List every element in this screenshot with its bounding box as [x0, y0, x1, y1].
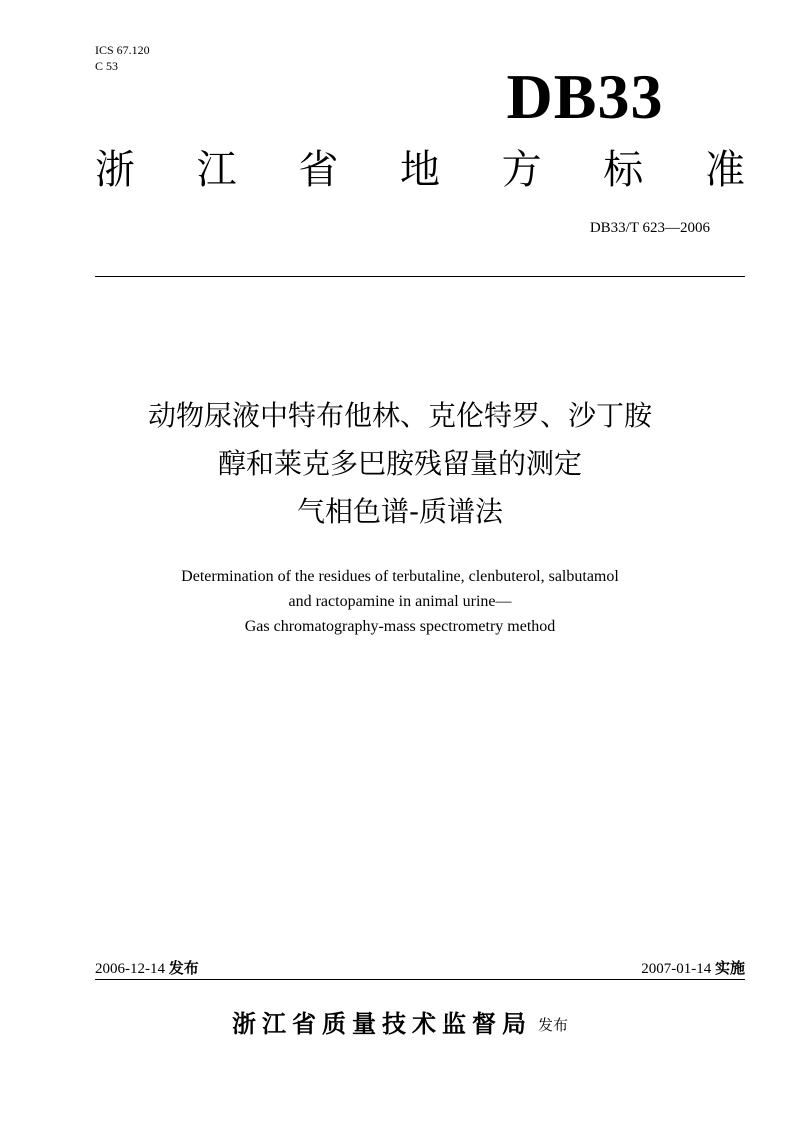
chinese-title-line: 气相色谱-质谱法 — [296, 495, 504, 528]
issue-date — [95, 958, 199, 979]
publisher — [0, 1006, 800, 1043]
chinese-title — [0, 392, 800, 536]
standard-type-char: 江 — [196, 147, 237, 193]
standard-type-char: 省 — [298, 147, 339, 193]
standard-logo: DB33 — [506, 61, 664, 132]
issue-date-label: 发布 — [168, 959, 199, 977]
implementation-date — [520, 958, 745, 979]
standard-type-char: 地 — [399, 147, 440, 193]
standard-type-char: 标 — [603, 147, 644, 193]
standard-type-char: 准 — [704, 147, 745, 193]
implementation-date-value: 2007-01-14 — [641, 961, 712, 977]
publisher-suffix: 发布 — [537, 1016, 568, 1034]
publisher-name: 浙江省质量技术监督局 — [231, 1010, 532, 1038]
english-title-line: Determination of the residues of terbutaline, clenbuterol, salbutamol — [181, 568, 619, 585]
footer-divider — [95, 979, 745, 980]
classification-codes — [95, 42, 150, 74]
header-divider — [95, 276, 745, 277]
implementation-date-label: 实施 — [714, 959, 745, 977]
ccs-code: C 53 — [95, 59, 119, 73]
chinese-title-line: 动物尿液中特布他林、克伦特罗、沙丁胺 — [147, 399, 652, 432]
standard-type-char: 方 — [501, 147, 542, 193]
chinese-title-line: 醇和莱克多巴胺残留量的测定 — [217, 447, 582, 480]
english-title-line: Gas chromatography-mass spectrometry method — [244, 618, 556, 635]
english-title — [0, 564, 800, 639]
ics-code: ICS 67.120 — [95, 43, 150, 57]
issue-date-value: 2006-12-14 — [95, 961, 165, 977]
standard-number: DB33/T 623—2006 — [589, 220, 710, 236]
standard-type-heading — [95, 144, 745, 196]
english-title-line: and ractopamine in animal urine— — [288, 593, 512, 610]
standard-type-char: 浙 — [95, 147, 135, 193]
